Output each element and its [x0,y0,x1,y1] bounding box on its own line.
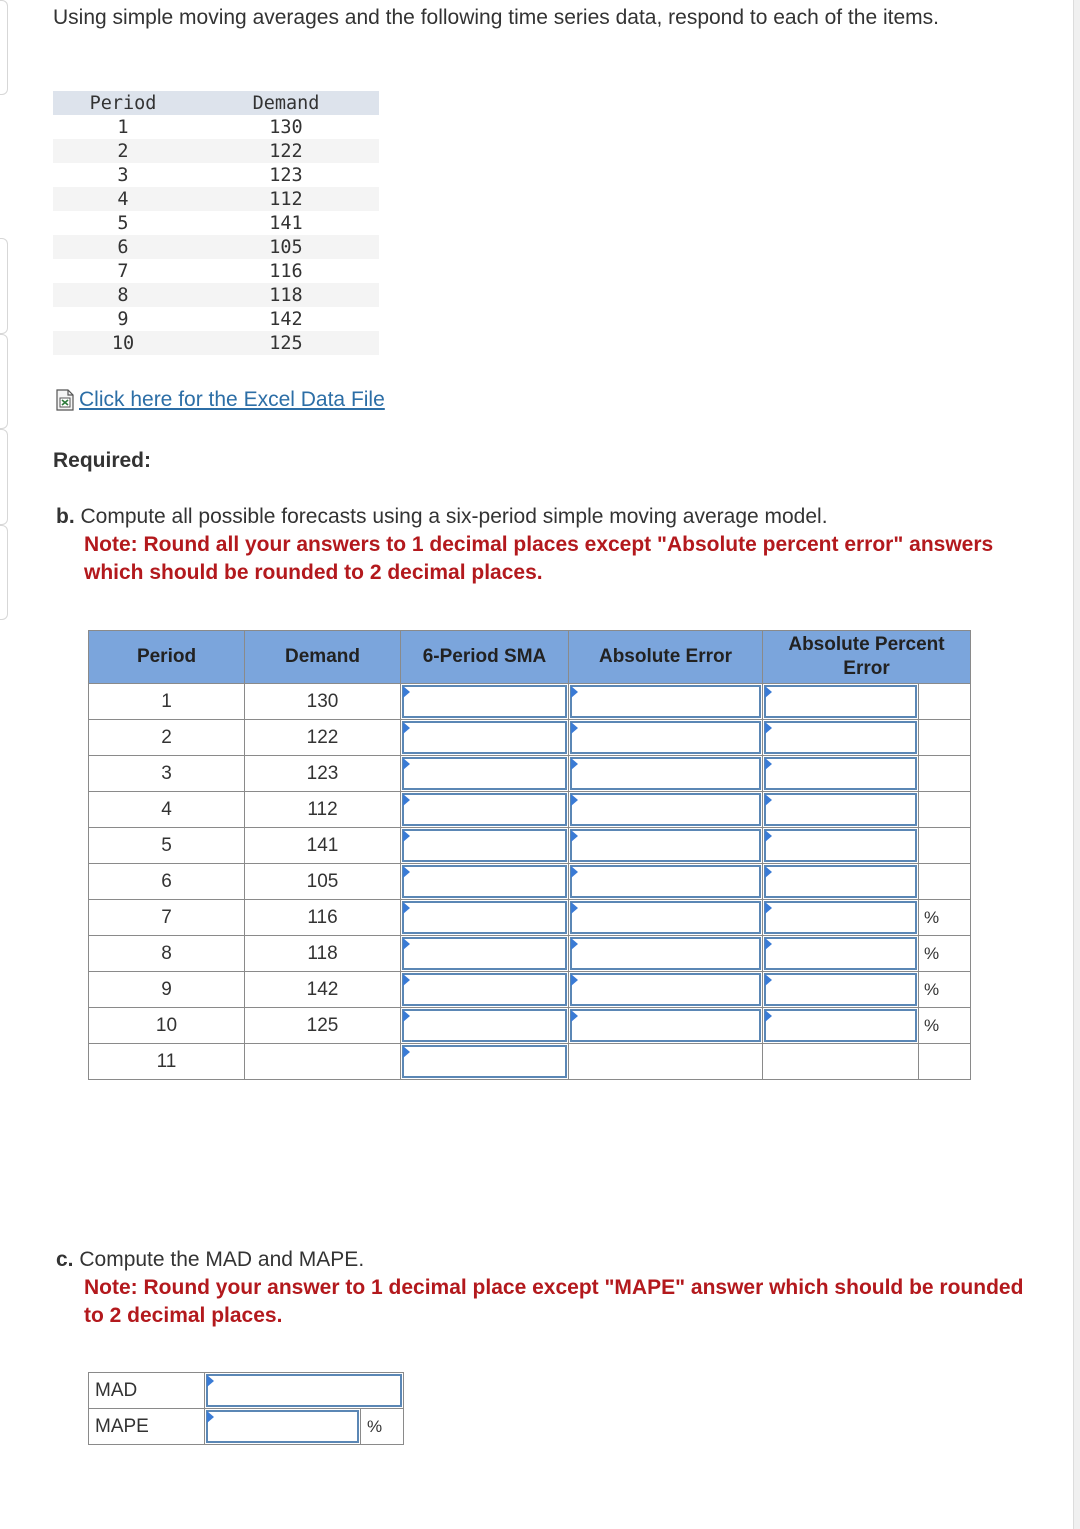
period-cell: 8 [89,936,245,972]
demand-cell: 105 [193,235,379,259]
period-cell: 5 [89,828,245,864]
period-cell: 6 [53,235,193,259]
intro-text: Using simple moving averages and the following time series data, respond to each of the items. [53,6,939,29]
sma-input[interactable] [401,900,569,936]
data-row [53,211,379,235]
table-row [89,1008,971,1044]
demand-cell: 116 [245,900,401,936]
absolute-percent-error-input[interactable] [763,864,919,900]
period-cell: 8 [53,283,193,307]
percent-sign [919,828,971,864]
table-row [89,936,971,972]
absolute-error-input[interactable] [569,720,763,756]
empty-cell [919,1044,971,1080]
mape-row [89,1409,404,1445]
demand-cell: 125 [193,331,379,355]
absolute-percent-error-input[interactable] [763,720,919,756]
table-row [89,756,971,792]
percent-sign [919,864,971,900]
period-header: Period [53,91,193,115]
absolute-percent-error-input[interactable] [763,684,919,720]
mad-input[interactable] [205,1373,404,1409]
demand-cell: 141 [269,212,303,234]
absolute-error-input[interactable] [569,828,763,864]
mape-percent-sign: % [361,1409,404,1445]
period-cell: 7 [117,260,129,282]
sma-input[interactable] [401,1044,569,1080]
percent-sign [919,720,971,756]
absolute-error-input[interactable] [569,1008,763,1044]
absolute-error-input[interactable] [569,936,763,972]
period-cell: 10 [89,1008,245,1044]
period-cell: 7 [89,900,245,936]
mad-label: MAD [89,1373,205,1409]
period-cell: 4 [89,792,245,828]
sma-input[interactable] [401,936,569,972]
demand-cell: 142 [269,308,303,330]
percent-sign [919,756,971,792]
sma-input[interactable] [401,828,569,864]
demand-cell: 141 [245,828,401,864]
period-cell: 9 [89,972,245,1008]
part-b-note: Note: Round all your answers to 1 decimal places except "Absolute percent error" answers which should be rounded to 2 decimal places. [84,533,994,584]
col-period: Period [89,631,245,684]
part-c-text: Compute the MAD and MAPE. [79,1248,365,1271]
sma-input[interactable] [401,1008,569,1044]
period-cell: 11 [89,1044,245,1080]
mad-mape-table [88,1372,404,1445]
data-row [53,283,379,307]
period-cell: 3 [89,756,245,792]
table-row [89,864,971,900]
sma-input[interactable] [401,720,569,756]
data-row [53,163,379,187]
percent-sign [919,792,971,828]
absolute-error-input[interactable] [569,792,763,828]
col-absolute-percent-error: Absolute Percent Error [763,631,971,684]
demand-cell: 118 [193,283,379,307]
absolute-percent-error-input[interactable] [763,972,919,1008]
absolute-percent-error-input[interactable] [763,756,919,792]
sma-input[interactable] [401,684,569,720]
period-cell: 9 [117,308,129,330]
data-row [53,235,379,259]
part-b-instructions [56,503,1026,587]
table-row [89,828,971,864]
demand-data-table [53,91,379,355]
period-cell: 1 [117,116,129,138]
percent-sign: % [919,972,971,1008]
table-row [89,972,971,1008]
demand-cell: 130 [245,684,401,720]
absolute-error-input[interactable] [569,900,763,936]
demand-cell: 142 [245,972,401,1008]
period-cell: 3 [117,164,129,186]
absolute-error-input[interactable] [569,864,763,900]
table-row [89,720,971,756]
left-edge-panel [0,0,8,1529]
excel-data-file-link[interactable] [53,388,385,412]
col-demand: Demand [245,631,401,684]
mape-label: MAPE [89,1409,205,1445]
table-row [89,900,971,936]
period-cell: 6 [89,864,245,900]
absolute-percent-error-input[interactable] [763,936,919,972]
percent-sign [919,684,971,720]
part-c-instructions [56,1246,1026,1330]
percent-sign: % [919,900,971,936]
part-b-label: b. [56,505,75,528]
demand-cell: 130 [269,116,303,138]
data-row [53,307,379,331]
data-row [53,259,379,283]
demand-cell: 112 [245,792,401,828]
table-row [89,792,971,828]
period-cell: 2 [89,720,245,756]
required-heading: Required: [53,449,152,472]
part-c-note: Note: Round your answer to 1 decimal place except "MAPE" answer which should be rounded to 2 decimal places. [84,1276,1024,1327]
absolute-error-input[interactable] [569,972,763,1008]
percent-sign: % [919,936,971,972]
scrollbar[interactable] [1073,0,1080,1529]
percent-sign: % [919,1008,971,1044]
absolute-percent-error-input[interactable] [763,792,919,828]
period-cell: 10 [53,331,193,355]
absolute-percent-error-input[interactable] [763,900,919,936]
demand-cell: 122 [245,720,401,756]
data-row [53,115,379,139]
period-cell: 1 [89,684,245,720]
data-row [53,187,379,211]
excel-link-text[interactable]: Click here for the Excel Data File [79,388,385,411]
mape-input[interactable] [205,1409,361,1445]
mad-row [89,1373,404,1409]
table-row [89,1044,971,1080]
absolute-error-input[interactable] [569,684,763,720]
demand-cell: 105 [245,864,401,900]
period-cell: 4 [53,187,193,211]
sma-input[interactable] [401,972,569,1008]
demand-header: Demand [193,91,379,115]
period-cell: 2 [53,139,193,163]
sma-input[interactable] [401,792,569,828]
demand-cell: 118 [245,936,401,972]
demand-cell: 125 [245,1008,401,1044]
absolute-percent-error-input[interactable] [763,1008,919,1044]
empty-cell [569,1044,763,1080]
sma-table [88,630,971,1080]
sma-input[interactable] [401,864,569,900]
demand-cell: 122 [193,139,379,163]
demand-cell: 116 [269,260,303,282]
demand-cell: 123 [245,756,401,792]
demand-cell: 123 [269,164,303,186]
data-row [53,331,379,355]
demand-cell [245,1044,401,1080]
period-cell: 5 [117,212,129,234]
data-row [53,139,379,163]
absolute-percent-error-input[interactable] [763,828,919,864]
demand-cell: 112 [193,187,379,211]
table-row [89,684,971,720]
absolute-error-input[interactable] [569,756,763,792]
col-absolute-error: Absolute Error [569,631,763,684]
col-sma: 6-Period SMA [401,631,569,684]
empty-cell [763,1044,919,1080]
excel-file-icon [53,388,77,412]
sma-input[interactable] [401,756,569,792]
part-b-text: Compute all possible forecasts using a six-period simple moving average model. [80,505,828,528]
part-c-label: c. [56,1248,74,1271]
